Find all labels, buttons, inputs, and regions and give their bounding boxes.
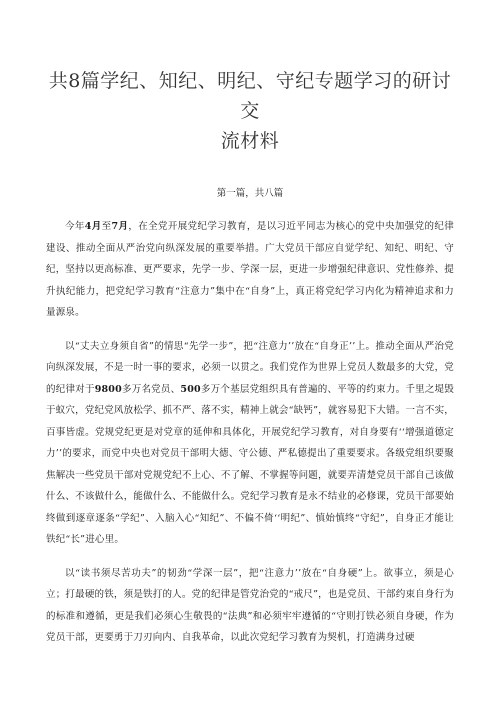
section-subtitle: 第一篇，共八篇 <box>216 188 284 199</box>
document-title <box>46 0 454 156</box>
document-title-line-2: 流材料 <box>220 130 280 152</box>
body-text <box>46 216 454 649</box>
document-title-line-1: 共8篇学纪、知纪、明纪、守纪专题学习的研讨交 <box>48 70 452 122</box>
paragraph-2: 以“丈夫立身须自省”的情思“先学一步”，把“注意力’’放在“自身正’’上。推动全面从严治党向纵深发展，不是一时一事的要求，必须一以贯之。我们党作为世界上党员人数最多的大党，党的纪律对于9800多万名党员、500多万个基层党组织具有普遍的、平等的约束力。千里之堤毁于蚁穴，党纪党风放松学、抓不严、落不实，精神上就会“缺钙”，就容易犯下大错。一言不实，百事皆虚。党规党纪更是对党章的延伸和具体化，开展党纪学习教育，对自身要有‘‘增强道德定力’’的要求，而党中央也对党员干部明大德、守公德、严私德提出了重要要求。各级党组织要聚焦解决一些党员干部对党规党纪不上心、不了解、不掌握等问题，就要弄清楚党员干部自己该做什么、不该做什么，能做什么、不能做什么。党纪学习教育是永不结业的必修课，党员干部要始终做到逐章逐条“学纪”、入脑入心“知纪”、不偏不倚‘‘明纪”、慎始慎终“守纪”，自身正才能让铁纪“长”进心里。 <box>46 340 454 545</box>
paragraph-3: 以“读书须尽苦功夫”的韧劲“学深一层”，把“注意力’’放在“自身硬”上。欲事立，须是心立；打最硬的铁，须是铁打的人。党的纪律是管党治党的“戒尺”，也是党员、干部约束自身行为的标准和遵循，更是我们必须心生敬畏的“法典”和必须牢牢遵循的“守则打铁必须自身硬，作为党员干部，更要勇于刀刃向内、自我革命，以此次党纪学习教育为契机，打造满身过硬 <box>46 567 454 643</box>
paragraph-1: 今年4月至7月，在全党开展党纪学习教育，是以习近平同志为核心的党中央加强党的纪律建设、推动全面从严治党向纵深发展的重要举措。广大党员干部应自觉学纪、知纪、明纪、守纪，坚持以更高标准、更严要求，先学一步、学深一层，更进一步增强纪律意识、党性修养、提升执纪能力，把党纪学习教育“注意力”集中在“自身”上，真正将党纪学习内化为精神追求和力量源泉。 <box>46 221 454 318</box>
